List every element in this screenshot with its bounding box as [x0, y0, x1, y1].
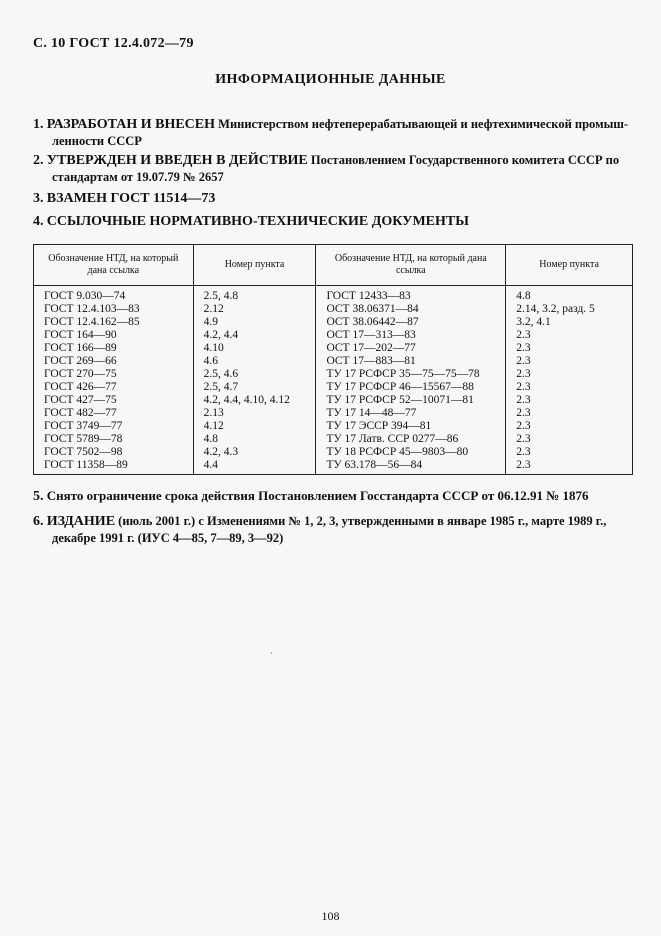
cell-clause: 2.14, 3.2, разд. 5 [506, 303, 633, 316]
cell-clause: 2.3 [506, 459, 633, 475]
cell-clause: 4.10 [193, 342, 316, 355]
cell-clause: 2.5, 4.6 [193, 368, 316, 381]
cell-document: ГОСТ 7502—98 [34, 446, 194, 459]
cell-document: ГОСТ 427—75 [34, 394, 194, 407]
cell-clause: 4.4 [193, 459, 316, 475]
cell-document: ГОСТ 270—75 [34, 368, 194, 381]
cell-clause: 2.13 [193, 407, 316, 420]
section-title: ИНФОРМАЦИОННЫЕ ДАННЫЕ [215, 72, 446, 87]
cell-document: ОСТ 17—202—77 [316, 342, 506, 355]
cell-clause: 2.3 [506, 394, 633, 407]
col-header-clause: Номер пункта [506, 245, 633, 286]
table-row [34, 286, 633, 304]
page-number: 108 [321, 909, 340, 923]
cell-clause: 4.2, 4.4, 4.10, 4.12 [193, 394, 316, 407]
reference-documents-table [33, 244, 633, 475]
cell-clause: 4.9 [193, 316, 316, 329]
table-row [34, 407, 633, 420]
cell-document: ГОСТ 426—77 [34, 381, 194, 394]
cell-clause: 2.5, 4.7 [193, 381, 316, 394]
cell-document: ГОСТ 5789—78 [34, 433, 194, 446]
cell-document: ГОСТ 12.4.162—85 [34, 316, 194, 329]
cell-document: ГОСТ 269—66 [34, 355, 194, 368]
table-row [34, 446, 633, 459]
cell-document: ТУ 18 РСФСР 45—9803—80 [316, 446, 506, 459]
item-3: 3. ВЗАМЕН ГОСТ 11514—73 [33, 191, 216, 206]
table-row [34, 433, 633, 446]
cell-clause: 2.3 [506, 420, 633, 433]
cell-document: ТУ 17 РСФСР 46—15567—88 [316, 381, 506, 394]
scan-speck: · [270, 648, 273, 658]
table-row [34, 329, 633, 342]
table-header-row [34, 245, 633, 286]
table-row [34, 459, 633, 475]
table-row [34, 368, 633, 381]
col-header-clause: Номер пункта [193, 245, 316, 286]
cell-clause: 4.8 [506, 286, 633, 304]
cell-document: ТУ 17 РСФСР 35—75—75—78 [316, 368, 506, 381]
table-row [34, 342, 633, 355]
cell-clause: 2.3 [506, 433, 633, 446]
cell-clause: 2.3 [506, 329, 633, 342]
table-row [34, 303, 633, 316]
item-6: 6. ИЗДАНИЕ (июль 2001 г.) с Изменениями № 1, 2, 3, утвержденными в январе 1985 г., марте 1989 г., декабре 1991 г. (ИУС 4—85, 7—89, 3—92) [33, 514, 607, 545]
item-1: 1. РАЗРАБОТАН И ВНЕСЕН Министерством нефтеперерабатывающей и нефтехимической промыш- ленности СССР [33, 117, 629, 148]
cell-document: ТУ 17 Латв. ССР 0277—86 [316, 433, 506, 446]
cell-document: ТУ 63.178—56—84 [316, 459, 506, 475]
cell-document: ГОСТ 166—89 [34, 342, 194, 355]
cell-clause: 2.3 [506, 381, 633, 394]
cell-document: ГОСТ 164—90 [34, 329, 194, 342]
col-header-document: Обозначение НТД, на который дана ссылка [316, 245, 506, 286]
cell-document: ГОСТ 3749—77 [34, 420, 194, 433]
cell-document: ГОСТ 11358—89 [34, 459, 194, 475]
cell-clause: 4.8 [193, 433, 316, 446]
cell-document: ОСТ 38.06371—84 [316, 303, 506, 316]
cell-clause: 4.2, 4.3 [193, 446, 316, 459]
col-header-document: Обозначение НТД, на который дана ссылка [34, 245, 194, 286]
table-row [34, 316, 633, 329]
cell-document: ОСТ 17—313—83 [316, 329, 506, 342]
cell-document: ОСТ 38.06442—87 [316, 316, 506, 329]
cell-clause: 2.3 [506, 368, 633, 381]
table-row [34, 394, 633, 407]
cell-clause: 2.3 [506, 342, 633, 355]
cell-clause: 2.3 [506, 407, 633, 420]
table-row [34, 355, 633, 368]
cell-clause: 4.12 [193, 420, 316, 433]
cell-document: ТУ 17 РСФСР 52—10071—81 [316, 394, 506, 407]
cell-clause: 2.5, 4.8 [193, 286, 316, 304]
item-2: 2. УТВЕРЖДЕН И ВВЕДЕН В ДЕЙСТВИЕ Постановлением Государственного комитета СССР по стандартам от 19.07.79 № 2657 [33, 153, 620, 184]
cell-document: ГОСТ 12.4.103—83 [34, 303, 194, 316]
cell-document: ГОСТ 12433—83 [316, 286, 506, 304]
cell-document: ТУ 17 14—48—77 [316, 407, 506, 420]
cell-document: ГОСТ 482—77 [34, 407, 194, 420]
cell-clause: 4.6 [193, 355, 316, 368]
table-row [34, 381, 633, 394]
item-4: 4. ССЫЛОЧНЫЕ НОРМАТИВНО-ТЕХНИЧЕСКИЕ ДОКУМЕНТЫ [33, 214, 469, 229]
cell-clause: 2.3 [506, 355, 633, 368]
cell-clause: 2.12 [193, 303, 316, 316]
cell-document: ОСТ 17—883—81 [316, 355, 506, 368]
cell-clause: 2.3 [506, 446, 633, 459]
page-header: С. 10 ГОСТ 12.4.072—79 [33, 36, 194, 51]
table-row [34, 420, 633, 433]
cell-document: ГОСТ 9.030—74 [34, 286, 194, 304]
cell-clause: 4.2, 4.4 [193, 329, 316, 342]
item-5: 5. Снято ограничение срока действия Постановлением Госстандарта СССР от 06.12.91 № 1876 [33, 488, 589, 504]
cell-clause: 3.2, 4.1 [506, 316, 633, 329]
cell-document: ТУ 17 ЭССР 394—81 [316, 420, 506, 433]
